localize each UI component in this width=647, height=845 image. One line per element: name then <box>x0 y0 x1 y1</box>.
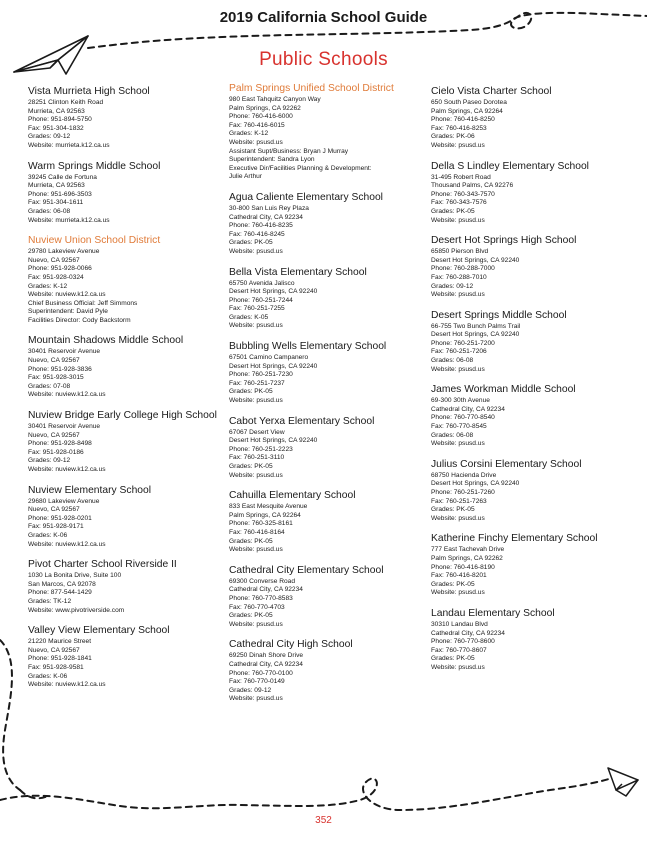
bottom-flight-path <box>0 778 612 810</box>
entry-detail-line: 67067 Desert View <box>229 428 285 436</box>
school-entry <box>229 565 425 630</box>
entry-detail-line: Phone: 760-251-7230 <box>229 371 293 379</box>
entry-detail-line: Website: psusd.us <box>431 514 485 522</box>
entry-detail-line: Nuevo, CA 92567 <box>28 431 80 439</box>
entry-detail-line: Nuevo, CA 92567 <box>28 506 80 514</box>
entry-detail-line: 650 South Paseo Dorotea <box>431 99 507 106</box>
entry-detail-line: Superintendent: David Pyle <box>28 308 108 316</box>
entry-detail-line: Fax: 760-416-8201 <box>431 572 487 580</box>
entry-detail-line: Grades: 09-12 <box>229 686 272 694</box>
entry-detail-line: 777 East Tachevah Drive <box>431 546 505 554</box>
entry-detail-line: Fax: 951-928-0324 <box>28 273 84 281</box>
entry-detail-line: Fax: 951-928-9171 <box>28 523 84 531</box>
entry-detail-line: Phone: 760-251-2223 <box>229 445 293 453</box>
entry-detail-line: Website: psusd.us <box>431 365 485 373</box>
entry-detail-line: Phone: 951-894-5750 <box>28 116 92 124</box>
entry-detail-line: Fax: 760-251-7237 <box>229 379 285 387</box>
column-3 <box>431 86 627 683</box>
entry-detail-line: Website: nuview.k12.ca.us <box>28 291 106 299</box>
guide-title: 2019 California School Guide <box>219 9 428 26</box>
entry-detail-line: Executive Dir/Facilities Planning & Development: <box>229 164 372 172</box>
entry-detail-line: Grades: 09-12 <box>28 133 71 141</box>
entry-detail-line: 68750 Hacienda Drive <box>431 471 497 479</box>
entry-detail-line: Website: psusd.us <box>431 440 485 448</box>
entry-detail-line: Grades: PK-05 <box>229 612 273 620</box>
entry-detail-line: Nuevo, CA 92567 <box>28 357 80 365</box>
district-name: Nuview Union School District <box>28 235 161 247</box>
entry-detail-line: Fax: 760-251-7255 <box>229 305 285 313</box>
entry-detail-line: Phone: 760-770-8583 <box>229 594 293 602</box>
page-number: 352 <box>315 815 332 826</box>
school-entry <box>28 559 224 615</box>
entry-detail-line: 30310 Landau Blvd <box>431 620 488 628</box>
entry-detail-line: Phone: 760-251-7244 <box>229 296 293 304</box>
school-entry <box>229 490 425 555</box>
entry-detail-line: Cathedral City, CA 92234 <box>229 213 303 221</box>
entry-detail-line: Cathedral City, CA 92234 <box>229 660 303 668</box>
entry-detail-line: 31-495 Robert Road <box>431 173 491 181</box>
entry-detail-line: Grades: 07-08 <box>28 382 71 390</box>
school-name: Bubbling Wells Elementary School <box>229 341 387 353</box>
school-name: Nuview Elementary School <box>28 484 152 496</box>
entry-detail-line: Website: www.pivotriverside.com <box>28 606 125 614</box>
entry-detail-line: Fax: 760-416-6015 <box>229 121 285 129</box>
entry-detail-line: Grades: K-05 <box>229 313 269 321</box>
entry-detail-line: Grades: 06-08 <box>431 357 474 365</box>
school-entry <box>431 161 627 226</box>
entry-detail-line: Murrieta, CA 92563 <box>28 107 85 115</box>
entry-detail-line: Grades: PK-06 <box>431 133 475 141</box>
paper-airplane-icon <box>608 768 638 796</box>
entry-detail-line: Superintendent: Sandra Lyon <box>229 156 315 164</box>
school-name: Cahuilla Elementary School <box>229 490 356 502</box>
school-name: Cielo Vista Charter School <box>431 86 552 97</box>
entry-detail-line: Cathedral City, CA 92234 <box>229 586 303 594</box>
entry-detail-line: Phone: 760-416-8235 <box>229 222 293 230</box>
entry-detail-line: Phone: 760-288-7000 <box>431 265 495 273</box>
entry-detail-line: Grades: 09-12 <box>28 457 71 465</box>
entry-detail-line: Grades: PK-05 <box>431 580 475 588</box>
entry-detail-line: Grades: PK-05 <box>229 537 273 545</box>
school-entry <box>431 310 627 375</box>
entry-detail-line: Phone: 760-416-8190 <box>431 563 495 571</box>
entry-detail-line: Website: nuview.k12.ca.us <box>28 391 106 399</box>
entry-detail-line: Website: nuview.k12.ca.us <box>28 681 106 689</box>
entry-detail-line: Murrieta, CA 92563 <box>28 182 85 190</box>
entry-detail-line: Grades: K-06 <box>28 531 68 539</box>
school-name: Julius Corsini Elementary School <box>431 458 582 470</box>
school-name: Della S Lindley Elementary School <box>431 160 589 172</box>
entry-detail-line: Fax: 951-304-1832 <box>28 124 84 132</box>
school-name: Katherine Finchy Elementary School <box>431 533 598 545</box>
school-name: Cathedral City Elementary School <box>229 564 384 576</box>
entry-detail-line: Nuevo, CA 92567 <box>28 646 80 654</box>
entry-detail-line: Fax: 760-416-8164 <box>229 528 285 536</box>
school-entry <box>28 410 224 475</box>
entry-detail-line: 1030 La Bonita Drive, Suite 100 <box>28 572 122 580</box>
entry-detail-line: Website: psusd.us <box>229 620 283 628</box>
school-name: Valley View Elementary School <box>28 625 170 637</box>
entry-detail-line: Grades: PK-05 <box>229 463 273 470</box>
district-entry <box>28 235 224 325</box>
entry-detail-line: 66-755 Two Bunch Palms Trail <box>431 322 521 330</box>
entry-detail-line: Website: psusd.us <box>229 247 283 255</box>
entry-detail-line: 30401 Reservoir Avenue <box>28 348 101 356</box>
entry-detail-line: 833 East Mesquite Avenue <box>229 503 308 511</box>
entry-detail-line: Fax: 760-770-0149 <box>229 678 285 686</box>
entry-detail-line: Palm Springs, CA 92262 <box>229 104 301 112</box>
entry-detail-line: Fax: 760-770-8607 <box>431 646 487 654</box>
entry-detail-line: 67501 Camino Campanero <box>229 354 309 362</box>
entry-detail-line: Website: psusd.us <box>431 589 485 597</box>
school-name: Mountain Shadows Middle School <box>28 335 184 347</box>
school-entry <box>229 267 425 332</box>
entry-detail-line: Grades: K-12 <box>28 282 68 290</box>
entry-detail-line: 69250 Dinah Shore Drive <box>229 652 304 660</box>
school-entry <box>28 485 224 550</box>
entry-detail-line: Phone: 760-770-8540 <box>431 414 495 422</box>
entry-detail-line: Desert Hot Springs, CA 92240 <box>431 480 520 488</box>
school-entry <box>431 86 627 151</box>
school-name: Agua Caliente Elementary School <box>229 191 383 203</box>
entry-detail-line: Desert Hot Springs, CA 92240 <box>229 288 318 296</box>
entry-detail-line: Grades: PK-05 <box>431 655 475 663</box>
entry-detail-line: Phone: 951-928-0201 <box>28 514 92 522</box>
entry-detail-line: 69-300 30th Avenue <box>431 397 490 405</box>
entry-detail-line: Website: psusd.us <box>229 397 283 405</box>
entry-detail-line: Website: murrieta.k12.ca.us <box>28 216 110 224</box>
entry-detail-line: 39245 Calle de Fortuna <box>28 173 97 181</box>
entry-detail-line: Website: psusd.us <box>431 216 485 224</box>
school-name: Bella Vista Elementary School <box>229 266 367 278</box>
school-name: Nuview Bridge Early College High School <box>28 410 217 422</box>
entry-detail-line: Grades: PK-05 <box>229 388 273 396</box>
entry-detail-line: Grades: TK-12 <box>28 597 72 605</box>
entry-detail-line: 28251 Clinton Keith Road <box>28 99 104 106</box>
entry-detail-line: Phone: 760-770-8600 <box>431 638 495 646</box>
entry-detail-line: Grades: K-06 <box>28 672 68 680</box>
entry-detail-line: Desert Hot Springs, CA 92240 <box>229 362 318 370</box>
entry-detail-line: Facilities Director: Cody Backstorm <box>28 316 131 324</box>
entry-detail-line: San Marcos, CA 92078 <box>28 580 96 588</box>
entry-detail-line: Grades: PK-05 <box>431 207 475 215</box>
school-entry <box>229 341 425 406</box>
bottom-left-flight-path <box>20 790 50 798</box>
column-1 <box>28 86 224 700</box>
entry-detail-line: Phone: 951-928-8498 <box>28 440 92 448</box>
entry-detail-line: Phone: 951-928-3836 <box>28 365 92 373</box>
entry-detail-line: Phone: 760-251-7260 <box>431 489 495 496</box>
entry-detail-line: Phone: 760-343-7570 <box>431 190 495 198</box>
entry-detail-line: Grades: PK-05 <box>431 506 475 514</box>
school-entry <box>28 625 224 690</box>
entry-detail-line: Fax: 951-928-0186 <box>28 448 84 456</box>
district-name: Palm Springs Unified School District <box>229 83 394 94</box>
school-name: Desert Springs Middle School <box>431 309 567 321</box>
school-entry <box>229 192 425 257</box>
entry-detail-line: Fax: 951-928-9581 <box>28 663 84 671</box>
left-flight-path <box>0 640 20 790</box>
school-entry <box>229 416 425 481</box>
entry-detail-line: Fax: 760-343-7576 <box>431 199 487 207</box>
entry-detail-line: Cathedral City, CA 92234 <box>431 629 505 637</box>
entry-detail-line: Website: murrieta.k12.ca.us <box>28 141 110 149</box>
entry-detail-line: Fax: 760-251-3110 <box>229 454 285 462</box>
entry-detail-line: Website: nuview.k12.ca.us <box>28 466 106 473</box>
entry-detail-line: Phone: 760-325-8161 <box>229 520 293 528</box>
entry-detail-line: Desert Hot Springs, CA 92240 <box>431 256 520 264</box>
school-name: Desert Hot Springs High School <box>431 235 577 247</box>
district-entry <box>229 83 425 182</box>
entry-detail-line: Phone: 760-770-0100 <box>229 669 293 677</box>
entry-detail-line: Chief Business Official: Jeff Simmons <box>28 299 138 307</box>
entry-detail-line: 69300 Converse Road <box>229 577 295 585</box>
school-entry <box>431 459 627 524</box>
entry-detail-line: 21220 Maurice Street <box>28 638 92 646</box>
entry-detail-line: Thousand Palms, CA 92276 <box>431 182 514 190</box>
school-entry <box>28 161 224 226</box>
entry-detail-line: Desert Hot Springs, CA 92240 <box>431 331 520 339</box>
school-entry <box>28 86 224 151</box>
school-entry <box>431 384 627 449</box>
entry-detail-line: Grades: 09-12 <box>431 282 474 290</box>
entry-detail-line: Fax: 760-288-7010 <box>431 273 487 281</box>
entry-detail-line: Website: psusd.us <box>431 663 485 671</box>
column-2 <box>229 83 425 714</box>
entry-detail-line: Website: nuview.k12.ca.us <box>28 540 106 548</box>
entry-detail-line: Cathedral City, CA 92234 <box>431 405 505 413</box>
entry-detail-line: Website: psusd.us <box>229 471 283 479</box>
entry-detail-line: Palm Springs, CA 92262 <box>431 554 503 562</box>
school-name: Landau Elementary School <box>431 607 555 619</box>
school-name: James Workman Middle School <box>431 384 576 396</box>
entry-detail-line: Phone: 951-928-0066 <box>28 265 92 273</box>
school-entry <box>431 235 627 300</box>
entry-detail-line: 65850 Pierson Blvd <box>431 248 489 256</box>
entry-detail-line: Palm Springs, CA 92264 <box>431 107 503 115</box>
entry-detail-line: Fax: 951-304-1611 <box>28 199 84 207</box>
entry-detail-line: Fax: 760-416-8245 <box>229 230 285 238</box>
entry-detail-line: Grades: 06-08 <box>28 207 71 215</box>
school-entry <box>28 335 224 400</box>
entry-detail-line: Desert Hot Springs, CA 92240 <box>229 437 318 445</box>
entry-detail-line: 29680 Lakeview Avenue <box>28 497 100 505</box>
entry-detail-line: Fax: 760-770-8545 <box>431 423 487 431</box>
entry-detail-line: Grades: PK-05 <box>229 239 273 247</box>
entry-detail-line: Phone: 760-416-6000 <box>229 113 293 121</box>
school-name: Cathedral City High School <box>229 639 353 651</box>
entry-detail-line: Nuevo, CA 92567 <box>28 256 80 264</box>
entry-detail-line: Website: psusd.us <box>229 138 283 146</box>
entry-detail-line: 65750 Avenida Jalisco <box>229 279 295 287</box>
entry-detail-line: 30-800 San Luis Rey Plaza <box>229 204 309 212</box>
entry-detail-line: 980 East Tahquitz Canyon Way <box>229 96 321 103</box>
entry-detail-line: Phone: 951-696-3503 <box>28 190 92 198</box>
school-name: Pivot Charter School Riverside II <box>28 559 177 571</box>
entry-detail-line: Website: psusd.us <box>229 322 283 330</box>
entry-detail-line: Website: psusd.us <box>431 141 485 149</box>
entry-detail-line: Phone: 760-251-7200 <box>431 339 495 347</box>
school-entry <box>229 639 425 704</box>
entry-detail-line: Phone: 760-416-8250 <box>431 116 495 124</box>
section-title: Public Schools <box>259 49 388 70</box>
school-name: Warm Springs Middle School <box>28 160 161 172</box>
entry-detail-line: Fax: 951-928-3015 <box>28 374 84 382</box>
entry-detail-line: Assistant Supt/Business: Bryan J Murray <box>229 147 349 155</box>
entry-detail-line: Website: psusd.us <box>229 695 283 703</box>
school-entry <box>431 608 627 673</box>
entry-detail-line: Phone: 951-928-1841 <box>28 655 92 663</box>
entry-detail-line: Grades: K-12 <box>229 130 269 138</box>
entry-detail-line: Fax: 760-416-8253 <box>431 124 487 132</box>
school-entry <box>431 533 627 598</box>
entry-detail-line: Website: psusd.us <box>431 291 485 299</box>
entry-detail-line: Grades: 06-08 <box>431 431 474 439</box>
entry-detail-line: Fax: 760-251-7206 <box>431 348 487 356</box>
school-name: Vista Murrieta High School <box>28 86 150 97</box>
entry-detail-line: Palm Springs, CA 92264 <box>229 511 301 519</box>
entry-detail-line: Website: psusd.us <box>229 546 283 554</box>
entry-detail-line: Julie Arthur <box>229 173 262 181</box>
entry-detail-line: Fax: 760-770-4703 <box>229 603 285 611</box>
entry-detail-line: Phone: 877-544-1429 <box>28 589 92 597</box>
entry-detail-line: 29780 Lakeview Avenue <box>28 248 100 256</box>
entry-detail-line: Fax: 760-251-7263 <box>431 497 487 505</box>
school-name: Cabot Yerxa Elementary School <box>229 415 375 427</box>
entry-detail-line: 30401 Reservoir Avenue <box>28 423 101 431</box>
